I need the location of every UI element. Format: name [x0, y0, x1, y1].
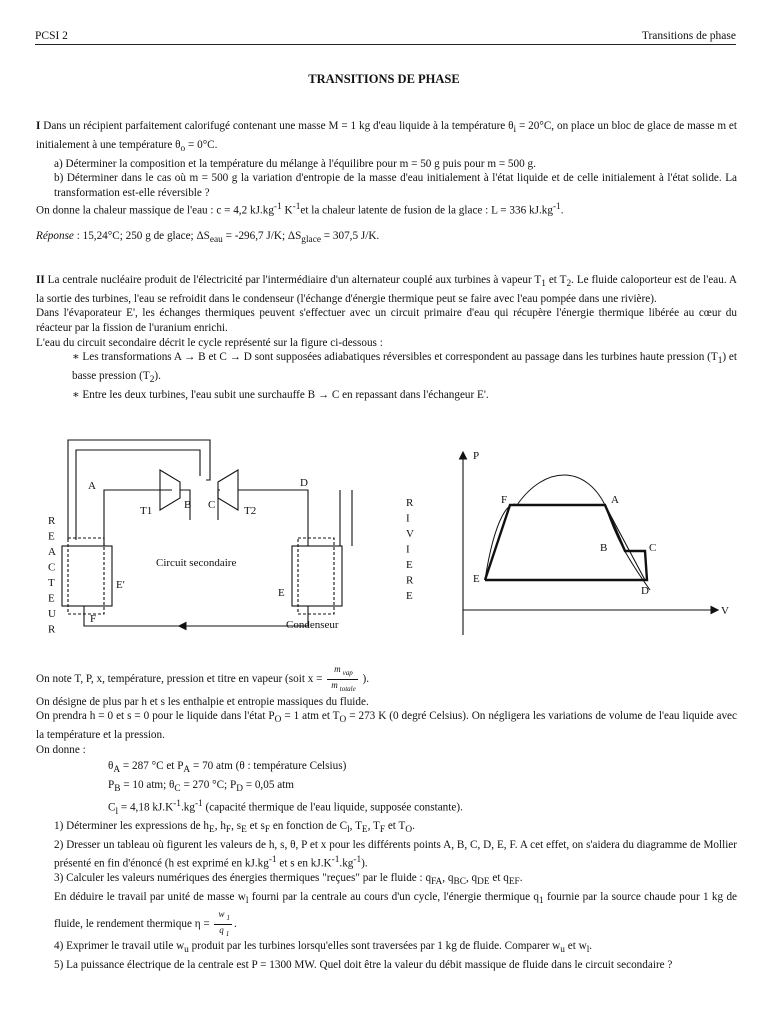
question-5: 5) La puissance électrique de la centrale est P = 1300 MW. Quel doit être la valeur du débit massique de fluide dans le circuit secondaire ? [54, 959, 673, 972]
pv-point-d: D [641, 585, 649, 597]
pipe-to-t1 [104, 490, 172, 546]
pipe-to-condenser [238, 490, 308, 546]
header-chapter: Transitions de phase [641, 30, 736, 42]
pv-point-e: E [473, 573, 480, 585]
question-3-deduce: En déduire le travail par unité de masse $w_l$ fourni par la centrale au cours d'un cycle, l'énergie thermique $q_1$ fournie par la source chaude pour 1 kg de fluide, le rendement thermique η = $\frac{w _1}{q _1}$ . [54, 891, 738, 938]
evaporator-inner [68, 538, 104, 614]
def-reference: On prendra h = 0 et s = 0 pour le liquide dans l'état $P_O = 1$ atm et $T_O = 273$ K (0 degré Celsius). On négligera les variations de volume de l'eau liquide avec la température et la pression. [36, 710, 737, 742]
t2-label: T2 [244, 505, 257, 517]
point-a-label: A [88, 480, 96, 492]
ex2-bullet-2: ∗ Entre les deux turbines, l'eau subit une surchauffe B → C en repassant dans l'échangeur E'. [72, 388, 489, 401]
t1-label: T1 [140, 505, 153, 517]
return-pipe [84, 606, 308, 626]
reacteur-letter: E [48, 530, 55, 543]
reacteur-letter: A [48, 546, 56, 558]
circuit-diagram [40, 430, 440, 650]
reacteur-letter: E [48, 592, 55, 605]
cycle-path [485, 505, 647, 580]
ex2-paragraph-1: II La centrale nucléaire produit de l'électricité par l'intermédiaire d'un alternateur couplé aux turbines à vapeur $T_1$ et $T_2$. Le fluide caloporteur est de l'eau. A la sortie des turbines, l'eau se refroidit dans le condenseur (l'échange d'énergie thermique peut se faire avec l'eau pompée dans une rivière). [36, 274, 737, 305]
header-course: PCSI 2 [35, 30, 68, 42]
point-e-label: E [278, 587, 285, 599]
secondary-circuit-label: Circuit secondaire [156, 557, 237, 569]
turbine-t2 [218, 470, 238, 510]
ex1-question-b: b) Déterminer dans le cas où m = 500 g la variation d'entropie de la masse d'eau initialement à l'état liquide et de celle initialement à l'état solide. La transformation est-elle réversible ? [54, 172, 737, 199]
question-3: 3) Calculer les valeurs numériques des énergies thermiques "reçues" par le fluide : $q_{FA}$, $q_{BC}$, $q_{DE}$ et $q_{EF}$. [54, 872, 523, 888]
question-4: 4) Exprimer le travail utile $w_u$ produit par les turbines lorsqu'elles sont traversées par 1 kg de fluide. Comparer $w_u$ et $w_l$. [54, 940, 593, 956]
reacteur-letter: R [48, 623, 56, 636]
def-donne: On donne : [36, 743, 86, 756]
def-notation: On note T, P, x, température, pression et titre en vapeur (soit x = $\frac{m _{vap}}{m _{totale}}$ ). [36, 664, 370, 693]
riviere-letter: I [406, 543, 410, 556]
riviere-letter: V [406, 528, 414, 540]
point-ep-label: E' [116, 579, 125, 591]
saturation-dome [485, 475, 650, 590]
reacteur-letter: U [48, 608, 56, 620]
definitions [36, 664, 737, 973]
given-1: $\theta_A = 287$ °C et $P_A = 70$ atm (θ : température Celsius) [108, 760, 347, 776]
loop-inner [76, 450, 200, 540]
riviere-letter: R [406, 497, 414, 509]
pv-point-a: A [611, 494, 619, 506]
header-rule [35, 44, 736, 45]
exercise-2 [36, 273, 737, 402]
point-c-label: C [208, 499, 216, 511]
riviere-letter: R [406, 574, 414, 587]
condenser-inner [298, 538, 334, 614]
efficiency-fraction: $\frac{w _1}{q _1}$ [214, 909, 232, 940]
pv-point-c: C [649, 542, 657, 554]
page-title: TRANSITIONS DE PHASE [308, 72, 460, 86]
riviere-letter: I [406, 512, 410, 525]
pv-diagram [455, 445, 745, 645]
ex1-question-a: a) Déterminer la composition et la température du mélange à l'équilibre pour m = 50 g puis pour m = 500 g. [54, 157, 536, 170]
def-h-s: On désigne de plus par h et s les enthalpie et entropie massiques du fluide. [36, 695, 369, 708]
p-axis-label: P [473, 450, 480, 462]
pv-point-f: F [501, 494, 508, 506]
point-d-label: D [300, 477, 308, 489]
condenser-label: Condenseur [286, 619, 339, 631]
reacteur-letter: T [48, 577, 55, 589]
ex2-paragraph-2: Dans l'évaporateur E', les échanges thermiques peuvent s'effectuer avec un circuit primaire d'eau qui récupère l'énergie thermique libérée au cœur du réacteur par la fission de l'uranium enrichi. [36, 307, 737, 335]
ex1-intro: I Dans un récipient parfaitement calorifugé contenant une masse M = 1 kg d'eau liquide à la température $\theta_i = 20^\circ C$, on place un bloc de glace de masse m et initialement à une température $\theta_o = 0^\circ C$. [36, 120, 737, 155]
ex1-answer: Réponse : 15,24°C; 250 g de glace; $\Delta S_{eau} = -296,7$ J/K; $\Delta S_{glace} = 307,5$ J/K. [36, 229, 380, 245]
ex2-bullet-1: ∗ Les transformations A → B et C → D sont supposées adiabatiques réversibles et correspondent au passage dans les turbines haute pression $(T_1)$ et basse pression $(T_2)$. [72, 351, 737, 386]
isentrope [605, 505, 645, 580]
riviere-letter: E [406, 590, 413, 602]
given-3: $C_l = 4,18$ $kJ.K^{-1}.kg^{-1}$ (capacité thermique de l'eau liquide, supposée constante). [108, 798, 463, 817]
riviere-letters [406, 497, 414, 602]
point-b-label: B [184, 499, 192, 511]
point-f-label: F [90, 613, 97, 625]
reacteur-letter: R [48, 515, 56, 527]
pv-point-b: B [600, 542, 608, 554]
ex2-paragraph-3: L'eau du circuit secondaire décrit le cycle représenté sur la figure ci-dessous : [36, 336, 383, 349]
v-axis-label: V [721, 605, 729, 617]
ex1-data: On donne la chaleur massique de l'eau : c = 4,2 $kJ.kg^{-1}$ $K^{-1}et$ la chaleur latente de fusion de la glace : L = 336 $kJ.kg^{-1}$. [36, 202, 564, 218]
question-2: 2) Dresser un tableau où figurent les valeurs de h, s, θ, P et x pour les différents points A, B, C, D, E, F. A cet effet, on s'aidera du diagramme de Mollier présenté en fin d'énoncé (h est exprimé en $kJ.kg^{-1}$ et s en $kJ.K^{-1}.kg^{-1}$). [54, 839, 737, 870]
question-1: 1) Déterminer les expressions de $h_E$, $h_F$, $s_E$ et $s_F$ en fonction de $C_l$, $T_E$, $T_F$ et $T_O$. [54, 820, 415, 836]
exercise-1 [36, 119, 737, 248]
titre-fraction: $\frac{m _{vap}}{m _{totale}}$ [327, 664, 357, 695]
reacteur-letters [48, 515, 56, 636]
reacteur-letter: C [48, 561, 56, 574]
given-2: $P_B = 10$ atm; $\theta_C = 270$ °C; $P_D = 0,05$ atm [108, 779, 294, 795]
riviere-letter: E [406, 559, 413, 571]
